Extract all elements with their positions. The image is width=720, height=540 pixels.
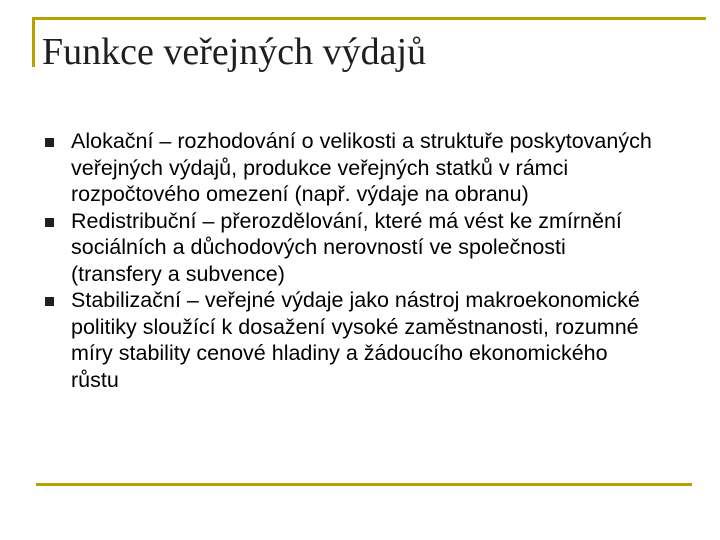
bullet-text: Redistribuční – přerozdělování, které má vést ke zmírnění sociálních a důchodových nerovností ve společnosti (transfery a subvence) [71, 208, 622, 286]
bottom-frame-line [36, 483, 692, 486]
square-bullet-icon [45, 297, 54, 306]
slide-title: Funkce veřejných výdajů [42, 31, 427, 73]
bullet-text: Alokační – rozhodování o velikosti a struktuře poskytovaných veřejných výdajů, produkce veřejných statků v rámci rozpočtového omezení (např. výdaje na obranu) [71, 129, 652, 206]
bullet-item-redistribucni [40, 208, 660, 288]
top-frame-line [32, 17, 706, 20]
square-bullet-icon [45, 218, 54, 227]
bullet-item-alokacni [40, 128, 660, 208]
bullet-text: Stabilizační – veřejné výdaje jako nástroj makroekonomické politiky sloužící k dosažení vysoké zaměstnanosti, rozumné míry stability cenové hladiny a žádoucího ekonomického růstu [71, 288, 640, 392]
bullet-list [40, 128, 660, 393]
square-bullet-icon [45, 138, 54, 147]
bullet-item-stabilizacni [40, 287, 660, 393]
left-frame-line [32, 17, 35, 67]
